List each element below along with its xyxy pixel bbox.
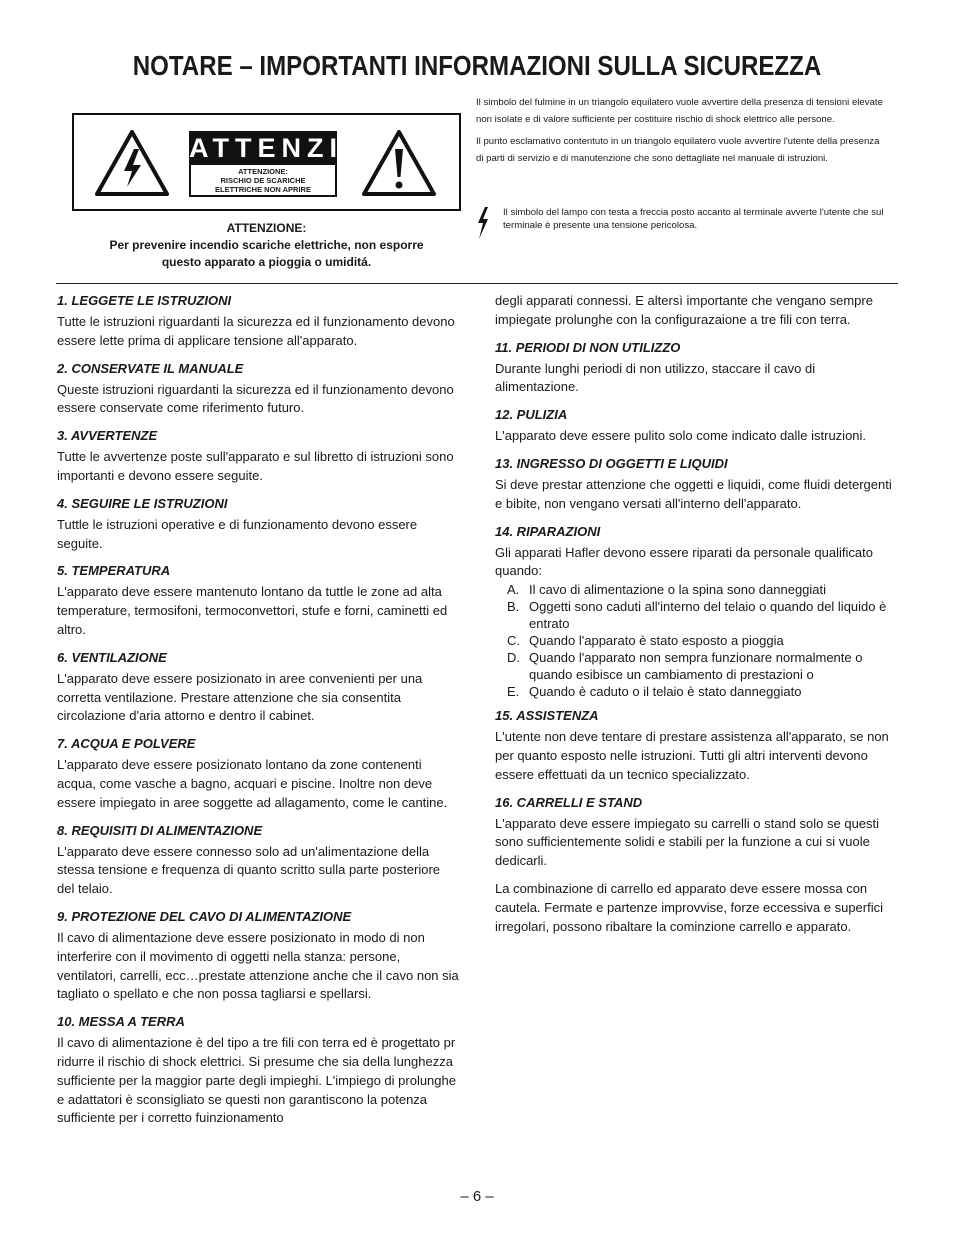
list-item bbox=[495, 581, 897, 598]
section-title: 10. MESSA A TERRA bbox=[57, 1014, 185, 1030]
section-title: 15. ASSISTENZA bbox=[495, 708, 599, 724]
section-title: 3. AVVERTENZE bbox=[57, 428, 158, 444]
lightning-bolt-icon bbox=[476, 206, 490, 240]
lightning-triangle-icon bbox=[94, 129, 170, 197]
section-title: 2. CONSERVATE IL MANUALE bbox=[57, 360, 244, 376]
section-body: L'apparato deve essere pulito solo come indicato dalle istruzioni. bbox=[495, 428, 867, 444]
section-body: L'apparato deve essere impiegato su carrelli o stand solo se questi sono sufficientemente solidi e stabili per la funzione a cui si vuole dedicarli. bbox=[495, 815, 880, 869]
list-letter: A. bbox=[507, 582, 520, 598]
attenzione-sub-line: ATTENZIONE: bbox=[238, 167, 288, 176]
lightning-symbol-text: Il simbolo del fulmine in un triangolo equilatero vuole avvertire della presenza di tensioni elevate non isolate e di valore sufficiente per costituire rischio di shock elettrico alle persone. bbox=[476, 97, 883, 126]
section-body: Tutte le avvertenze poste sull'apparato e sul libretto di istruzioni sono importanti e devono essere seguite. bbox=[57, 449, 454, 483]
section-title: 5. TEMPERATURA bbox=[57, 563, 171, 579]
list-letter: D. bbox=[507, 650, 520, 666]
bolt-note bbox=[476, 206, 888, 240]
section-title: 1. LEGGETE LE ISTRUZIONI bbox=[57, 293, 232, 308]
list-letter: E. bbox=[507, 684, 520, 700]
section-body: Durante lunghi periodi di non utilizzo, staccare il cavo di alimentazione. bbox=[495, 360, 816, 395]
section-body-continued: degli apparati connessi. E altersì importante che vengano sempre impiegate prolunghe con la configurazaione a tre fili con terra. bbox=[495, 293, 873, 327]
list-text: Quando è caduto o il telaio è stato danneggiato bbox=[529, 684, 802, 700]
page-title: NOTARE – IMPORTANTI INFORMAZIONI SULLA SICUREZZA bbox=[132, 50, 822, 81]
section-title: 12. PULIZIA bbox=[495, 407, 568, 423]
attenzione-sub-line: RISCHIO DE SCARICHE bbox=[220, 176, 306, 185]
section-body: L'apparato deve essere posizionato in aree convenienti per una corretta ventilazione. Prestare attenzione che sia consentita circolazione d'aria attorno e dentro il cabinet. bbox=[57, 670, 423, 724]
section-body: L'apparato deve essere mantenuto lontano da tuttle le zone ad alta temperature, termosifoni, termoconvettori, stufe e forni, caminetti ed altro. bbox=[57, 584, 448, 637]
left-column bbox=[57, 292, 460, 1137]
section-body: Si deve prestar attenzione che oggetti e liquidi, come fluidi detergenti e bibite, non vengano versati all'interno dell'apparato. bbox=[495, 476, 892, 511]
warning-caption-line: Per prevenire incendio scariche elettriche, non esporre bbox=[109, 238, 424, 252]
section-title: 4. SEGUIRE LE ISTRUZIONI bbox=[57, 495, 228, 511]
section-body: Tutte le istruzioni riguardanti la sicurezza ed il funzionamento devono essere lette prima di applicare tensione all'apparato. bbox=[57, 314, 455, 348]
attenzione-sub-line: ELETTRICHE NON APRIRE bbox=[215, 185, 311, 194]
section-body: L'apparato deve essere posizionato lontano da zone contenenti acqua, come vasche a bagno, acquari e piscine. Inoltre non deve essere impiegato in aree soggette ad allagamento, come le cantine. bbox=[57, 757, 448, 810]
section-title: 7. ACQUA E POLVERE bbox=[57, 736, 196, 752]
attenzione-heading: ATTENZION bbox=[189, 133, 396, 163]
list-text: Oggetti sono caduti all'interno del telaio o quando del liquido è entrato bbox=[529, 599, 887, 632]
exclamation-triangle-icon bbox=[361, 129, 437, 197]
attenzione-subtext bbox=[189, 165, 337, 197]
section-title: 8. REQUISITI DI ALIMENTAZIONE bbox=[57, 822, 263, 838]
warning-caption-line: ATTENZIONE: bbox=[226, 221, 307, 235]
section-body: Il cavo di alimentazione è del tipo a tre fili con terra ed è progettato pr ridurre il rischio di shock elettrici. Si presume che sia della lunghezza sufficiente per la maggior parte degli impieghi. L'impiego di prolunghe e adattatori è sconsigliato se questi non garantiscono la potenza sufficiente per i corretto fuinzionamento bbox=[57, 1035, 456, 1126]
section-title: 9. PROTEZIONE DEL CAVO DI ALIMENTAZIONE bbox=[57, 908, 352, 924]
section-title: 11. PERIODI DI NON UTILIZZO bbox=[495, 339, 681, 355]
warning-caption bbox=[72, 220, 461, 271]
section-body: L'apparato deve essere connesso solo ad un'alimentazione della stessa tensione e frequenza di quanto scritto sulla parte posteriore del telaio. bbox=[57, 843, 441, 897]
list-text: Il cavo di alimentazione o la spina sono danneggiati bbox=[529, 582, 827, 598]
section-body: La combinazione di carrello ed apparato deve essere mossa con cautela. Fermate e partenze improvvise, forze eccessiva e superfici irregolari, possono ribaltare la cominzione carrello e apparato. bbox=[495, 880, 884, 934]
list-letter: B. bbox=[507, 599, 520, 615]
repair-conditions-list bbox=[495, 581, 897, 700]
exclamation-symbol-text: Il punto esclamativo contentuto in un triangolo equilatero vuole avvertire l'utente della presenza di parti di servizio e di manutenzione che sono dettagliate nel manuale di istruzioni. bbox=[476, 135, 880, 165]
page-number: – 6 – bbox=[460, 1188, 494, 1205]
section-body: Tuttle le istruzioni operative e di funzionamento devono essere seguite. bbox=[57, 516, 418, 551]
section-body: Il cavo di alimentazione deve essere posizionato in modo di non interferire con il movimento di oggetti nella stanza: persone, ventilatori, carrelli, ecc…prestate attenzione anche che il cavo non sia tagliato o spellato e che non possa tagliarsi e spellarsi. bbox=[57, 929, 459, 1002]
section-title: 16. CARRELLI E STAND bbox=[495, 794, 643, 810]
section-title: 6. VENTILAZIONE bbox=[57, 649, 167, 665]
list-letter: C. bbox=[507, 633, 520, 649]
section-title: 13. INGRESSO DI OGGETTI E LIQUIDI bbox=[495, 455, 728, 471]
list-text: Quando l'apparato è stato esposto a pioggia bbox=[529, 633, 784, 649]
list-text: Quando l'apparato non sempra funzionare normalmente o quando esibisce un cambiamento di prestazioni o bbox=[529, 650, 863, 683]
symbol-explanations bbox=[476, 94, 888, 172]
warning-label-box bbox=[72, 113, 461, 211]
section-body: Queste istruzioni riguardanti la sicurezza ed il funzionamento devono essere conservate come riferimento futuro. bbox=[57, 381, 454, 416]
attenzione-label bbox=[189, 131, 396, 197]
right-column bbox=[495, 292, 897, 945]
section-body: L'utente non deve tentare di prestare assistenza all'apparato, se non per quanto esposto nelle istruzioni. Tutti gli altri interventi devono essere effettuati da un tecnico specializzato. bbox=[495, 729, 889, 782]
section-title: 14. RIPARAZIONI bbox=[495, 523, 601, 539]
warning-caption-line: questo apparato a pioggia o umiditá. bbox=[161, 255, 372, 269]
section-body: Gli apparati Hafler devono essere riparati da personale qualificato quando: bbox=[495, 544, 873, 579]
list-item bbox=[495, 683, 897, 700]
list-item bbox=[495, 649, 897, 683]
divider bbox=[56, 283, 898, 284]
list-item bbox=[495, 598, 897, 632]
list-item bbox=[495, 632, 897, 649]
bolt-symbol-text: Il simbolo del lampo con testa a freccia posto accanto al terminale avverte l'utente che sul terminale è presente una tensione pericolosa. bbox=[503, 207, 884, 231]
